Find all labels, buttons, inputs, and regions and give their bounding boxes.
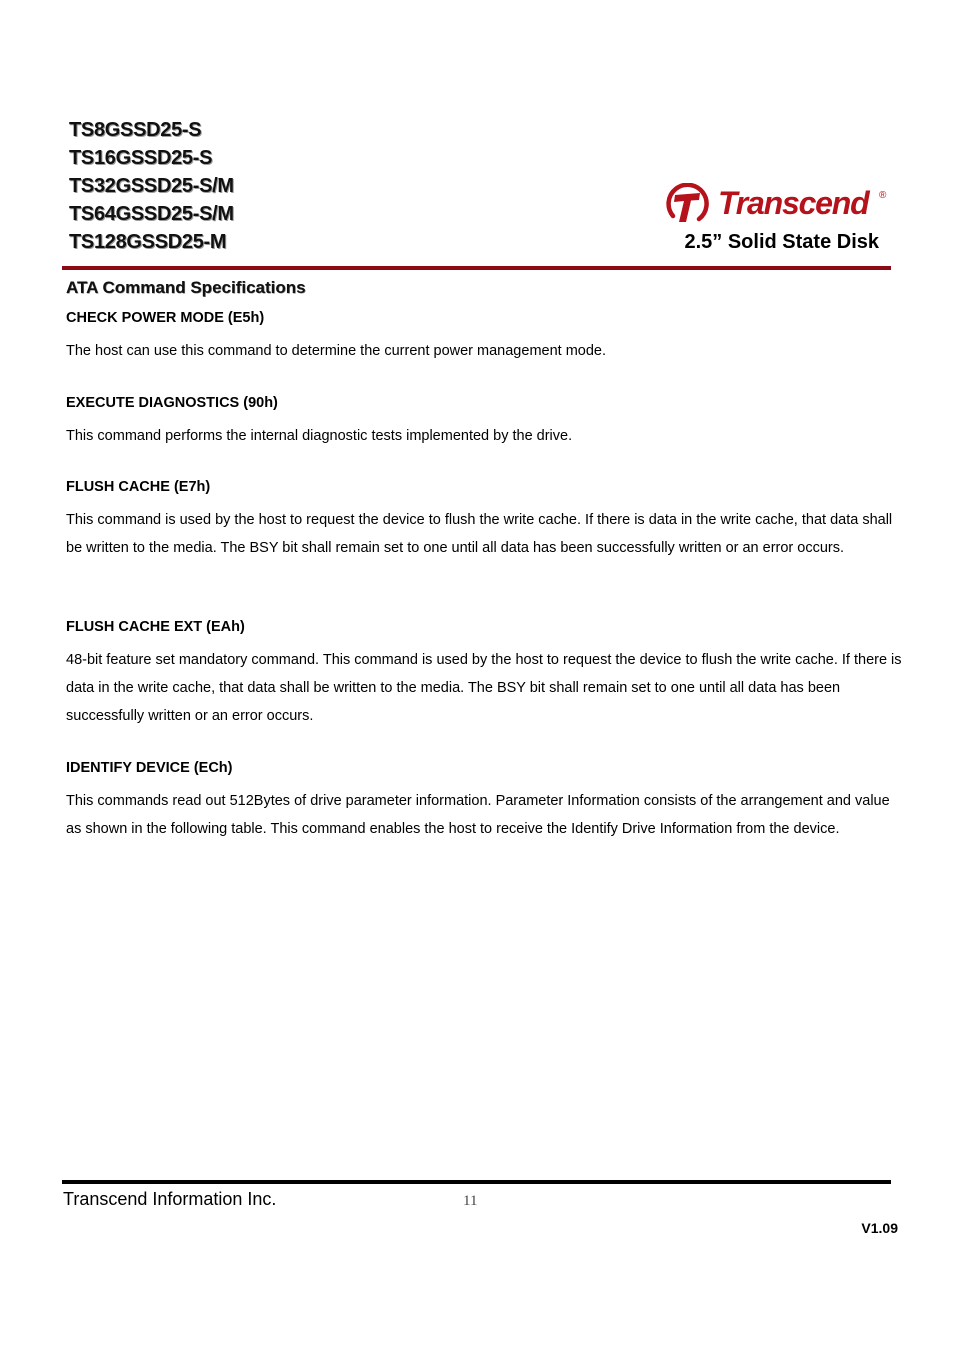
- command-title: EXECUTE DIAGNOSTICS (90h): [66, 395, 278, 411]
- command-title: FLUSH CACHE (E7h): [66, 479, 211, 495]
- page-number: 11: [463, 1193, 478, 1209]
- command-title: IDENTIFY DEVICE (ECh): [66, 760, 233, 776]
- model-name: TS16GSSD25-S: [69, 147, 213, 169]
- command-entry: [66, 477, 902, 562]
- brand-wordmark: Transcend: [718, 185, 869, 221]
- header-divider: [62, 266, 891, 270]
- command-description: 48-bit feature set mandatory command. This command is used by the host to request the device to flush the write cache. If there is data in the write cache, that data shall be written to the media. The BSY bit shall remain set to one until all data has been successfully written or an error occurs.: [66, 652, 902, 725]
- command-description: This command is used by the host to request the device to flush the write cache. If there is data in the write cache, that data shall be written to the media. The BSY bit shall remain set to one until all data has been successfully written or an error occurs.: [66, 512, 893, 557]
- document-version: V1.09: [861, 1220, 898, 1236]
- transcend-logo: [665, 183, 890, 227]
- section-title: ATA Command Specifications: [66, 278, 306, 297]
- model-name: TS64GSSD25-S/M: [69, 203, 234, 225]
- command-description: This commands read out 512Bytes of drive parameter information. Parameter Information consists of the arrangement and value as shown in the following table. This command enables the host to receive the Identify Drive Information from the device.: [66, 793, 890, 838]
- transcend-t-logo-icon: [665, 183, 709, 227]
- command-entry: [66, 308, 902, 365]
- command-entry: [66, 393, 902, 450]
- footer-divider: [62, 1180, 891, 1184]
- model-list: [69, 116, 234, 256]
- model-name: TS32GSSD25-S/M: [69, 175, 234, 197]
- registered-mark: ®: [879, 190, 887, 201]
- command-description: The host can use this command to determine the current power management mode.: [66, 343, 607, 359]
- footer-company: Transcend Information Inc.: [63, 1189, 277, 1209]
- model-name: TS128GSSD25-M: [69, 231, 227, 253]
- product-type: 2.5” Solid State Disk: [684, 231, 879, 253]
- command-entry: [66, 758, 902, 843]
- command-title: CHECK POWER MODE (E5h): [66, 310, 265, 326]
- command-description: This command performs the internal diagnostic tests implemented by the drive.: [66, 428, 573, 444]
- model-name: TS8GSSD25-S: [69, 119, 202, 141]
- command-entry: [66, 617, 902, 731]
- command-title: FLUSH CACHE EXT (EAh): [66, 619, 245, 635]
